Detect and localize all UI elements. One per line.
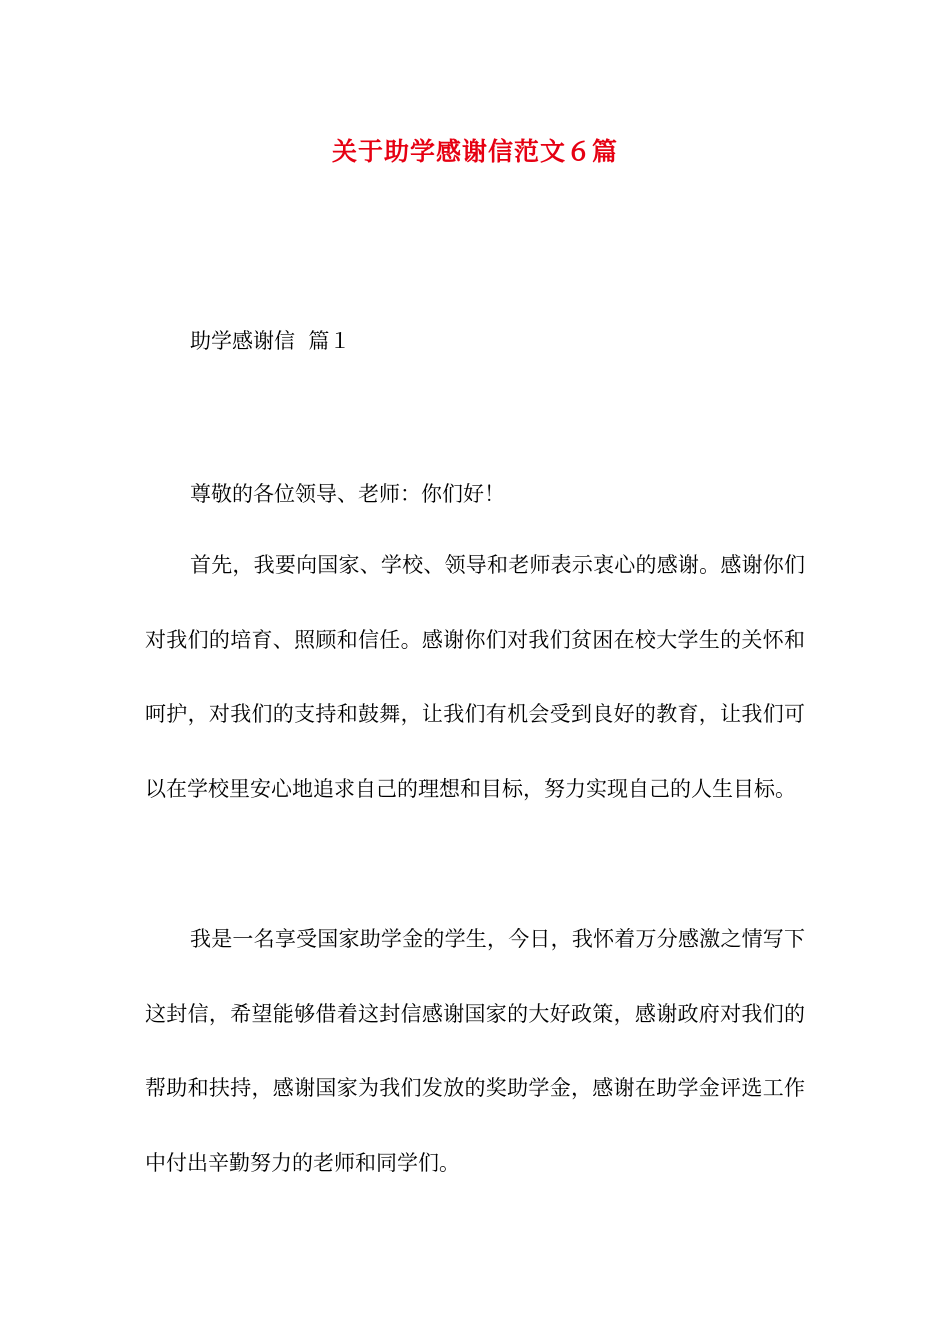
letter-salutation: 尊敬的各位领导、老师：你们好！ [190,482,505,506]
letter-paragraph-1: 首先，我要向国家、学校、领导和老师表示衷心的感谢。感谢你们对我们的培育、照顾和信任。感谢你们对我们贫困在校大学生的关怀和呵护，对我们的支持和鼓舞，让我们有机会受到良好的教育，让我们可以在学校里安心地追求自己的理想和目标，努力实现自己的人生目标。 [145,553,805,801]
letter-paragraph-2: 我是一名享受国家助学金的学生，今日，我怀着万分感激之情写下这封信，希望能够借着这封信感谢国家的大好政策，感谢政府对我们的帮助和扶持，感谢国家为我们发放的奖助学金，感谢在助学金评选工作中付出辛勤努力的老师和同学们。 [145,927,805,1175]
section-heading: 助学感谢信 篇１ [190,329,351,353]
document-title: 关于助学感谢信范文６篇 [331,137,618,166]
